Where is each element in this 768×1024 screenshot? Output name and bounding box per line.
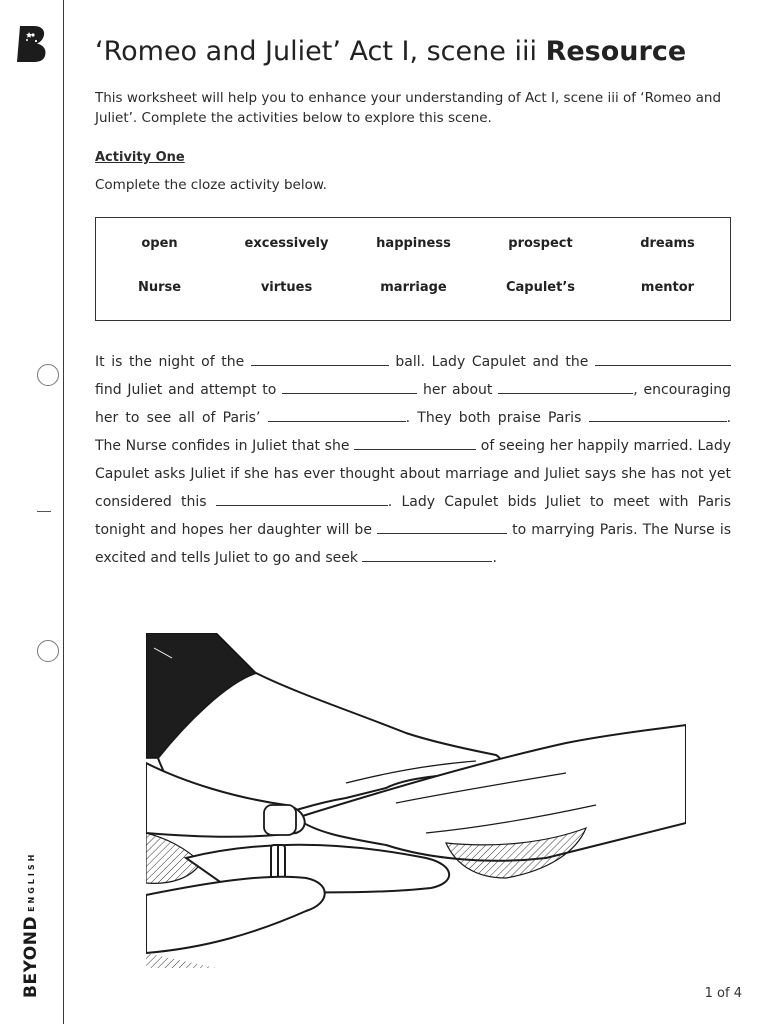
cloze-text: . — [492, 550, 497, 566]
cloze-text: of seeing her happily married. Lady Capulet asks Juliet if she has ever thought about marriage and Juliet says she has not yet considered this — [95, 438, 731, 510]
punch-hole-bottom — [37, 640, 59, 662]
cloze-blank[interactable] — [498, 378, 633, 394]
cloze-text: find Juliet and attempt to — [95, 382, 277, 398]
word-bank — [95, 217, 731, 321]
fold-mark — [37, 511, 51, 512]
title-main: ‘Romeo and Juliet’ Act I, scene iii — [95, 36, 537, 67]
word-bank-item: Capulet’s — [505, 280, 576, 295]
page-number: 1 of 4 — [704, 986, 742, 1001]
word-bank-item: prospect — [508, 236, 573, 251]
word-bank-item: mentor — [640, 280, 695, 295]
activity-instruction: Complete the cloze activity below. — [95, 177, 327, 193]
word-bank-item: dreams — [640, 236, 695, 251]
word-bank-item: Nurse — [137, 280, 182, 295]
word-bank-item: open — [141, 236, 178, 251]
cloze-text: her about — [422, 382, 493, 398]
margin-line — [63, 0, 64, 1024]
cloze-blank[interactable] — [282, 378, 417, 394]
cloze-blank[interactable] — [377, 518, 507, 534]
brand-wordmark — [21, 852, 41, 998]
word-bank-item: marriage — [380, 280, 447, 295]
cloze-text: , encouraging her to see all of Paris’ — [95, 382, 732, 426]
word-bank-item: happiness — [376, 236, 451, 251]
cloze-blank[interactable] — [362, 546, 492, 562]
cloze-text: ball. Lady Capulet and the — [395, 354, 589, 370]
page-title — [95, 36, 686, 67]
intro-paragraph: This worksheet will help you to enhance your understanding of Act I, scene iii of ‘Romeo and Juliet’. Complete the activities below to explore this scene. — [95, 90, 722, 126]
activity-heading: Activity One — [95, 150, 185, 165]
title-bold: Resource — [545, 36, 687, 67]
cloze-paragraph — [95, 348, 731, 572]
cloze-blank[interactable] — [595, 350, 731, 366]
cloze-text: It is the night of the — [95, 354, 245, 370]
cloze-blank[interactable] — [589, 406, 727, 422]
cloze-text: . The Nurse confides in Juliet that she — [95, 410, 732, 454]
word-bank-item: virtues — [260, 280, 313, 295]
cloze-blank[interactable] — [268, 406, 406, 422]
cloze-blank[interactable] — [251, 350, 389, 366]
word-bank-item: excessively — [244, 236, 329, 251]
hands-ring-illustration — [146, 633, 686, 968]
punch-hole-top — [37, 364, 59, 386]
cloze-text: . Lady Capulet bids Juliet to meet with Paris tonight and hopes her daughter will be — [95, 494, 731, 538]
cloze-blank[interactable] — [354, 434, 476, 450]
cloze-blank[interactable] — [216, 490, 388, 506]
brand-word-english: ENGLISH — [27, 851, 36, 912]
beyond-logo-icon — [15, 24, 49, 64]
brand-word-beyond: BEYOND — [21, 915, 41, 998]
cloze-text: . They both praise Paris — [405, 410, 582, 426]
cloze-text: to marrying Paris. The Nurse is excited and tells Juliet to go and seek — [95, 522, 732, 566]
